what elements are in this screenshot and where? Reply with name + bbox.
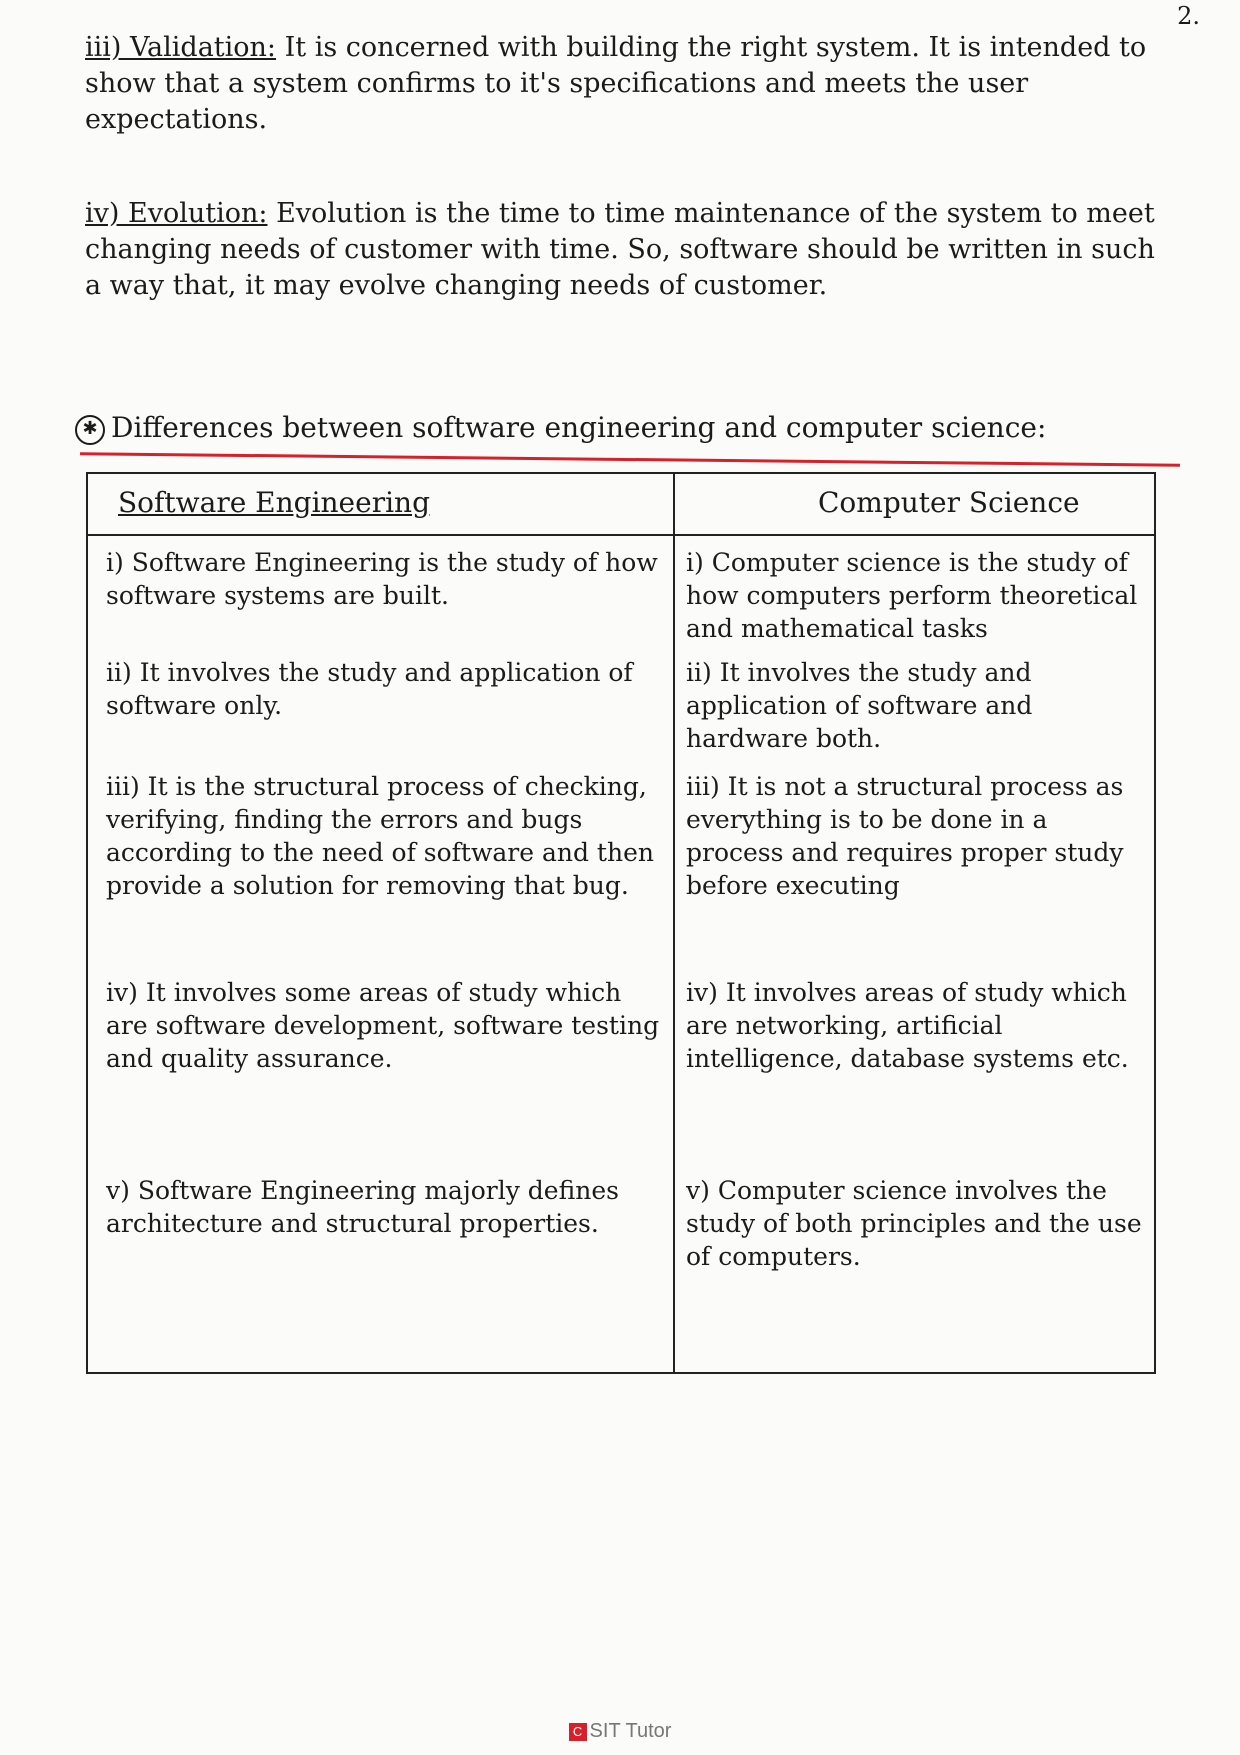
sit-tutor-logo-icon: C [569,1723,587,1741]
differences-heading [75,408,1175,448]
column-divider [673,474,675,1372]
watermark-footer [0,1720,1240,1743]
validation-label: iii) Validation: [85,32,277,63]
se-point-4: iv) It involves some areas of study which are software development, software testing and quality assurance. [106,978,660,1073]
validation-text: It is concerned with building the right system. It is intended to show that a system confirms to it's specifications and meets the user expectations. [85,32,1147,135]
page-number: 2. [1177,2,1200,30]
cs-point-2: ii) It involves the study and application of software and hardware both. [686,658,1033,753]
cs-point-4: iv) It involves areas of study which are networking, artificial intelligence, database systems etc. [686,978,1129,1073]
se-point-2: ii) It involves the study and application of software only. [106,658,633,720]
asterisk-bullet-icon: ✱ [75,415,105,445]
cs-point-5: v) Computer science involves the study of both principles and the use of computers. [686,1176,1142,1271]
footer-text: SIT Tutor [589,1720,672,1742]
se-point-5: v) Software Engineering majorly defines architecture and structural properties. [106,1176,619,1238]
header-software-engineering: Software Engineering [118,486,430,519]
differences-heading-text: Differences between software engineering and computer science: [111,411,1047,444]
evolution-text: Evolution is the time to time maintenance of the system to meet changing needs of customer with time. So, software should be written in such a way that, it may evolve changing needs of customer. [85,198,1155,301]
header-computer-science: Computer Science [818,486,1080,519]
cs-point-3: iii) It is not a structural process as everything is to be done in a process and requires proper study before executing [686,772,1124,900]
validation-paragraph [85,30,1165,138]
evolution-paragraph [85,196,1165,304]
se-point-3: iii) It is the structural process of checking, verifying, finding the errors and bugs according to the need of software and then provide a solution for removing that bug. [106,772,654,900]
se-point-1: i) Software Engineering is the study of how software systems are built. [106,548,658,610]
header-rule [88,534,1154,536]
comparison-table [86,472,1156,1374]
red-underline [80,452,1180,467]
cs-point-1: i) Computer science is the study of how computers perform theoretical and mathematical tasks [686,548,1138,643]
evolution-label: iv) Evolution: [85,198,268,229]
